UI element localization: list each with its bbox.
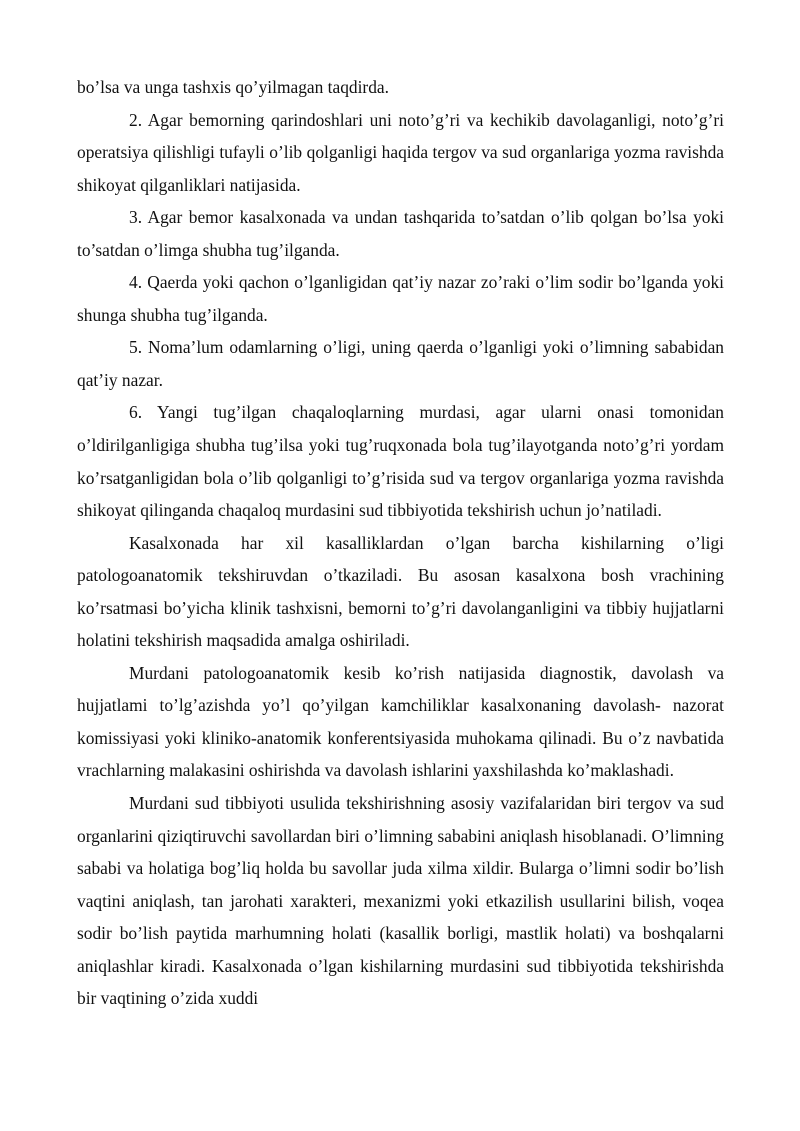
paragraph-item-5: 5. Noma’lum odamlarning o’ligi, uning qaerda o’lganligi yoki o’limning sababidan qat’iy nazar. xyxy=(77,337,724,390)
paragraph-item-3: 3. Agar bemor kasalxonada va undan tashqarida to’satdan o’lib qolgan bo’lsa yoki to’satdan o’limga shubha tug’ilganda. xyxy=(77,207,724,260)
paragraph-item-2: 2. Agar bemorning qarindoshlari uni noto’g’ri va kechikib davolaganligi, noto’g’ri operatsiya qilishligi tufayli o’lib qolganligi haqida tergov va sud organlariga yozma ravishda shikoyat qilganliklari natijasida. xyxy=(77,109,724,195)
paragraph-patology: Kasalxonada har xil kasalliklardan o’lgan barcha kishilarning o’ligi patologoanatomik tekshiruvdan o’tkaziladi. Bu asosan kasalxona bosh vrachining ko’rsatmasi bo’yicha klinik tashxisni, bemorni to’g’ri davolanganligini va tibbiy hujjatlarni holatini tekshirish maqsadida amalga oshiriladi. xyxy=(77,532,724,651)
paragraph-autopsy-results: Murdani patologoanatomik kesib ko’rish natijasida diagnostik, davolash va hujjatlami to’lg’azishda yo’l qo’yilgan kamchiliklar kasalxonaning davolash- nazorat komissiyasi yoki kliniko-anatomik konferentsiyasida muhokama qilinadi. Bu o’z navbatida vrachlarning malakasini oshirishda va davolash ishlarini yaxshilashda ko’maklashadi. xyxy=(77,662,724,781)
document-page xyxy=(77,71,724,1015)
paragraph-item-6: 6. Yangi tug’ilgan chaqaloqlarning murdasi, agar ularni onasi tomonidan o’ldirilganligiga shubha tug’ilsa yoki tug’ruqxonada bola tug’ilayotganda noto’g’ri yordam ko’rsatganligidan bola o’lib qolganligi to’g’risida sud va tergov organlariga yozma ravishda shikoyat qilinganda chaqaloq murdasini sud tibbiyotida tekshirish uchun jo’natiladi. xyxy=(77,402,724,521)
paragraph-forensic-tasks: Murdani sud tibbiyoti usulida tekshirishning asosiy vazifalaridan biri tergov va sud organlarini qiziqtiruvchi savollardan biri o’limning sababini aniqlash hisoblanadi. O’limning sababi va holatiga bog’liq holda bu savollar juda xilma xildir. Bularga o’limni sodir bo’lish vaqtini aniqlash, tan jarohati xarakteri, mexanizmi yoki etkazilish usullarini bilish, voqea sodir bo’lish paytida marhumning holati (kasallik borligi, mastlik holati) va boshqalarni aniqlashlar kiradi. Kasalxonada o’lgan kishilarning murdasini sud tibbiyotida tekshirishda bir vaqtining o’zida xuddi xyxy=(77,793,724,1009)
paragraph-item-4: 4. Qaerda yoki qachon o’lganligidan qat’iy nazar zo’raki o’lim sodir bo’lganda yoki shunga shubha tug’ilganda. xyxy=(77,272,724,325)
paragraph-continuation: bo’lsa va unga tashxis qo’yilmagan taqdirda. xyxy=(77,77,389,97)
